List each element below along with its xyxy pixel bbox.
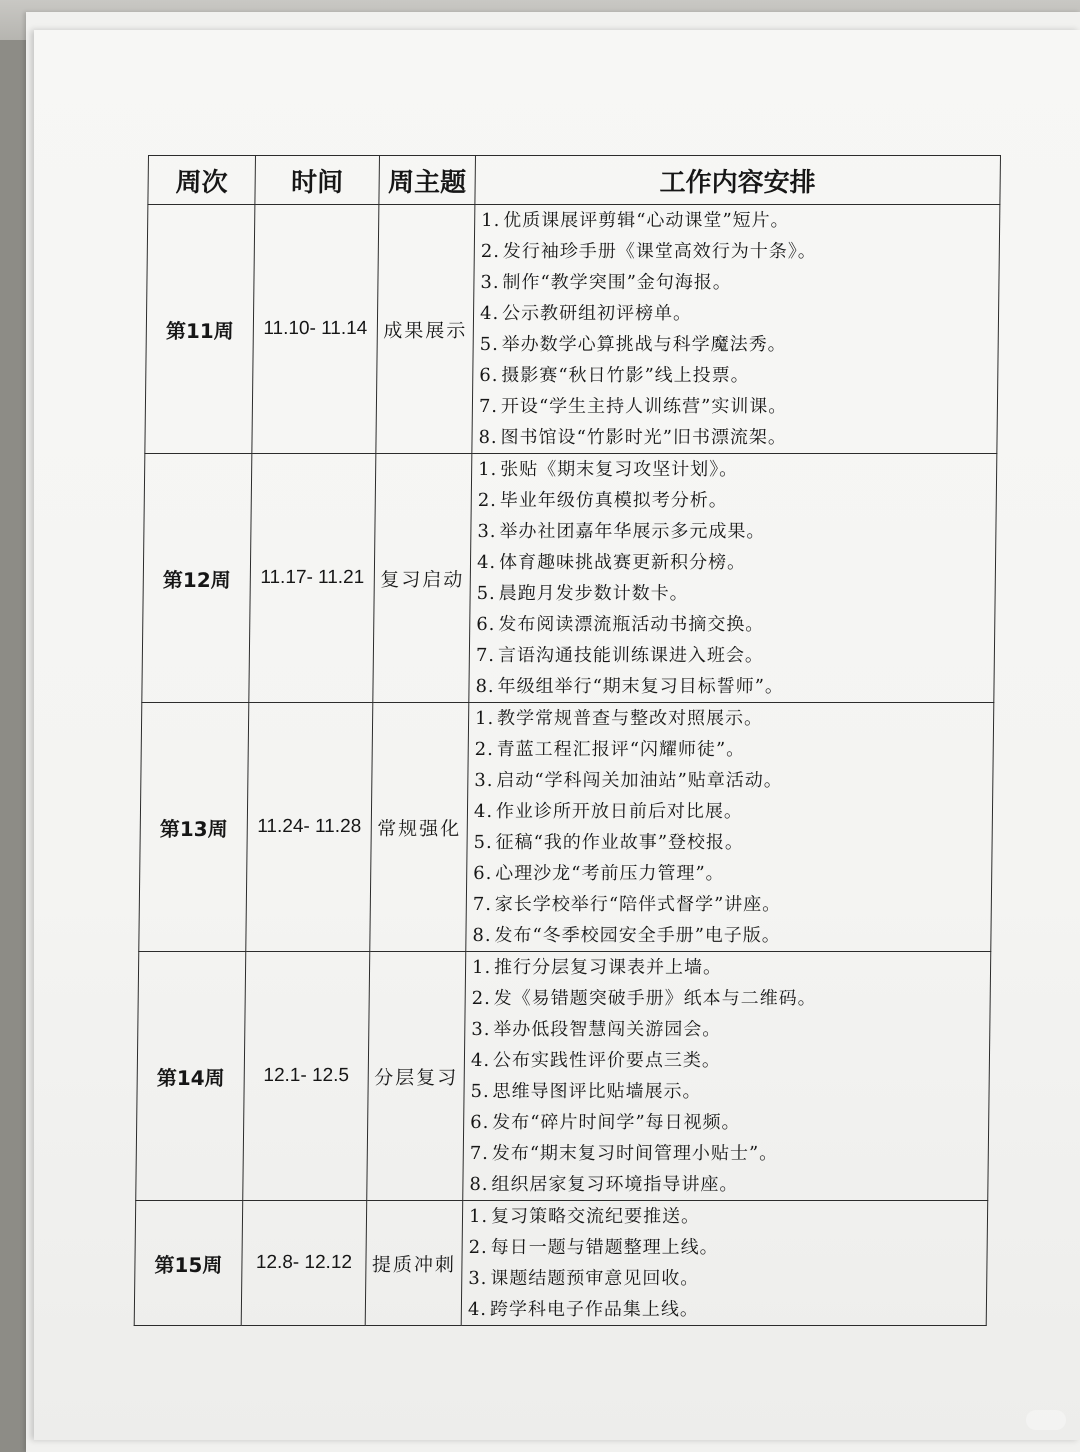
task-number: 4. bbox=[467, 1299, 488, 1320]
task-item bbox=[464, 1076, 988, 1107]
task-number: 8. bbox=[478, 427, 498, 448]
task-text: 教学常规普查与整改对照展示。 bbox=[496, 708, 764, 729]
task-text: 张贴《期末复习攻坚计划》。 bbox=[500, 459, 739, 480]
task-text: 启动“学科闯关加油站”贴章活动。 bbox=[496, 770, 783, 791]
task-text: 跨学科电子作品集上线。 bbox=[489, 1299, 700, 1320]
task-number: 1. bbox=[478, 459, 498, 480]
watermark bbox=[1026, 1410, 1066, 1430]
task-item bbox=[466, 952, 990, 983]
task-text: 图书馆设“竹影时光”旧书漂流架。 bbox=[500, 427, 788, 448]
task-text: 复习策略交流纪要推送。 bbox=[490, 1206, 701, 1227]
task-number: 5. bbox=[470, 1081, 490, 1102]
week-dates: 11.24- 11.28 bbox=[246, 703, 373, 952]
task-number: 8. bbox=[475, 676, 495, 697]
task-item bbox=[473, 360, 997, 391]
task-item bbox=[469, 671, 993, 702]
task-text: 摄影赛“秋日竹影”线上投票。 bbox=[501, 365, 750, 386]
week-theme: 分层复习 bbox=[367, 952, 466, 1201]
week-dates: 11.10- 11.14 bbox=[252, 205, 379, 454]
task-item bbox=[464, 1138, 988, 1169]
task-number: 6. bbox=[473, 863, 493, 884]
task-item bbox=[471, 547, 995, 578]
task-text: 言语沟通技能训练课进入班会。 bbox=[497, 645, 765, 666]
task-item bbox=[474, 298, 998, 329]
week-theme: 提质冲刺 bbox=[365, 1201, 463, 1326]
task-number: 2. bbox=[474, 739, 495, 760]
task-item bbox=[465, 1045, 989, 1076]
schedule-table bbox=[134, 155, 1001, 1326]
week-label: 第11周 bbox=[145, 205, 255, 454]
task-list bbox=[463, 952, 990, 1200]
task-number: 5. bbox=[476, 583, 496, 604]
task-item bbox=[463, 1201, 987, 1232]
header-week: 周次 bbox=[148, 156, 256, 205]
task-number: 6. bbox=[476, 614, 496, 635]
task-number: 3. bbox=[474, 770, 494, 791]
task-text: 家长学校举行“陪伴式督学”讲座。 bbox=[494, 894, 782, 915]
task-text: 推行分层复习课表并上墙。 bbox=[493, 957, 723, 978]
task-number: 1. bbox=[474, 708, 495, 729]
task-item bbox=[468, 796, 992, 827]
task-number: 2. bbox=[471, 988, 492, 1009]
week-row bbox=[145, 205, 1000, 454]
task-text: 每日一题与错题整理上线。 bbox=[490, 1237, 719, 1258]
task-number: 4. bbox=[476, 552, 497, 573]
task-cell bbox=[463, 952, 991, 1201]
task-text: 优质课展评剪辑“心动课堂”短片。 bbox=[503, 210, 790, 231]
task-item bbox=[466, 920, 990, 951]
task-cell bbox=[461, 1201, 988, 1326]
task-number: 7. bbox=[472, 894, 493, 915]
task-item bbox=[462, 1294, 986, 1325]
task-item bbox=[462, 1263, 986, 1294]
task-item bbox=[471, 516, 995, 547]
task-text: 公布实践性评价要点三类。 bbox=[492, 1050, 722, 1071]
header-theme: 周主题 bbox=[379, 156, 476, 205]
task-item bbox=[472, 454, 996, 485]
task-text: 发布“冬季校园安全手册”电子版。 bbox=[494, 925, 781, 946]
task-text: 发布“期末复习时间管理小贴士”。 bbox=[491, 1143, 779, 1164]
task-cell bbox=[472, 205, 1000, 454]
task-text: 发行袖珍手册《课堂高效行为十条》。 bbox=[502, 241, 817, 262]
task-item bbox=[468, 765, 992, 796]
task-item bbox=[463, 1169, 987, 1200]
task-item bbox=[466, 983, 990, 1014]
task-item bbox=[475, 205, 999, 236]
task-text: 征稿“我的作业故事”登校报。 bbox=[495, 832, 745, 853]
week-theme: 复习启动 bbox=[373, 454, 472, 703]
task-number: 6. bbox=[479, 365, 499, 386]
task-item bbox=[464, 1107, 988, 1138]
week-dates: 12.1- 12.5 bbox=[243, 952, 370, 1201]
header-date: 时间 bbox=[255, 156, 380, 205]
task-item bbox=[470, 578, 994, 609]
task-item bbox=[472, 485, 996, 516]
week-label: 第15周 bbox=[134, 1201, 243, 1326]
task-number: 7. bbox=[475, 645, 496, 666]
task-item bbox=[465, 1014, 989, 1045]
task-text: 制作“教学突围”金句海报。 bbox=[502, 272, 732, 293]
task-item bbox=[473, 329, 997, 360]
task-number: 8. bbox=[469, 1174, 489, 1195]
week-label: 第13周 bbox=[139, 703, 249, 952]
task-item bbox=[469, 703, 993, 734]
task-number: 4. bbox=[470, 1050, 491, 1071]
task-number: 2. bbox=[480, 241, 501, 262]
week-label: 第12周 bbox=[142, 454, 252, 703]
task-text: 公示教研组初评榜单。 bbox=[501, 303, 693, 324]
task-item bbox=[473, 391, 997, 422]
header-tasks: 工作内容安排 bbox=[475, 156, 1001, 205]
task-item bbox=[469, 734, 993, 765]
task-text: 开设“学生主持人训练营”实训课。 bbox=[500, 396, 788, 417]
week-row bbox=[134, 1201, 988, 1326]
task-item bbox=[472, 422, 996, 453]
task-item bbox=[475, 236, 999, 267]
task-item bbox=[467, 827, 991, 858]
task-cell bbox=[466, 703, 994, 952]
task-text: 举办数学心算挑战与科学魔法秀。 bbox=[501, 334, 787, 355]
task-number: 4. bbox=[479, 303, 500, 324]
task-number: 7. bbox=[469, 1143, 490, 1164]
week-dates: 11.17- 11.21 bbox=[249, 454, 376, 703]
task-item bbox=[470, 640, 994, 671]
task-number: 5. bbox=[479, 334, 500, 355]
task-text: 毕业年级仿真模拟考分析。 bbox=[499, 490, 728, 511]
task-number: 5. bbox=[473, 832, 493, 853]
task-text: 年级组举行“期末复习目标誓师”。 bbox=[497, 676, 785, 697]
task-text: 组织居家复习环境指导讲座。 bbox=[491, 1174, 739, 1195]
task-number: 3. bbox=[477, 521, 497, 542]
task-text: 课题结题预审意见回收。 bbox=[490, 1268, 700, 1289]
task-item bbox=[462, 1232, 986, 1263]
task-text: 青蓝工程汇报评“闪耀师徒”。 bbox=[496, 739, 746, 760]
task-text: 心理沙龙“考前压力管理”。 bbox=[495, 863, 725, 884]
task-number: 7. bbox=[478, 396, 499, 417]
week-row bbox=[142, 454, 997, 703]
task-text: 发《易错题突破手册》纸本与二维码。 bbox=[493, 988, 817, 1009]
task-text: 发布阅读漂流瓶活动书摘交换。 bbox=[498, 614, 765, 635]
task-number: 2. bbox=[468, 1237, 488, 1258]
task-item bbox=[467, 889, 991, 920]
week-row bbox=[136, 952, 991, 1201]
task-number: 1. bbox=[471, 957, 492, 978]
task-number: 2. bbox=[477, 490, 498, 511]
task-text: 思维导图评比贴墙展示。 bbox=[492, 1081, 702, 1102]
task-number: 8. bbox=[472, 925, 492, 946]
task-number: 1. bbox=[481, 210, 501, 231]
task-text: 举办社团嘉年华展示多元成果。 bbox=[499, 521, 766, 542]
task-number: 3. bbox=[471, 1019, 491, 1040]
week-row bbox=[139, 703, 994, 952]
week-theme: 成果展示 bbox=[376, 205, 475, 454]
task-number: 3. bbox=[480, 272, 500, 293]
task-text: 发布“碎片时间学”每日视频。 bbox=[492, 1112, 741, 1133]
task-list bbox=[462, 1201, 988, 1325]
task-item bbox=[470, 609, 994, 640]
week-dates: 12.8- 12.12 bbox=[241, 1201, 367, 1326]
schedule-sheet bbox=[134, 155, 1000, 1341]
task-number: 3. bbox=[468, 1268, 488, 1289]
task-item bbox=[474, 267, 998, 298]
task-list bbox=[469, 454, 996, 702]
task-item bbox=[467, 858, 991, 889]
task-text: 举办低段智慧闯关游园会。 bbox=[493, 1019, 722, 1040]
task-text: 作业诊所开放日前后对比展。 bbox=[495, 801, 744, 822]
week-label: 第14周 bbox=[136, 952, 246, 1201]
task-number: 6. bbox=[470, 1112, 490, 1133]
task-text: 晨跑月发步数计数卡。 bbox=[498, 583, 689, 604]
task-list bbox=[466, 703, 993, 951]
task-text: 体育趣味挑战赛更新积分榜。 bbox=[498, 552, 747, 573]
header-row bbox=[148, 156, 1001, 205]
week-theme: 常规强化 bbox=[370, 703, 469, 952]
task-number: 4. bbox=[473, 801, 494, 822]
schedule-body bbox=[134, 205, 1000, 1326]
task-cell bbox=[469, 454, 997, 703]
task-list bbox=[472, 205, 999, 453]
task-number: 1. bbox=[468, 1206, 489, 1227]
